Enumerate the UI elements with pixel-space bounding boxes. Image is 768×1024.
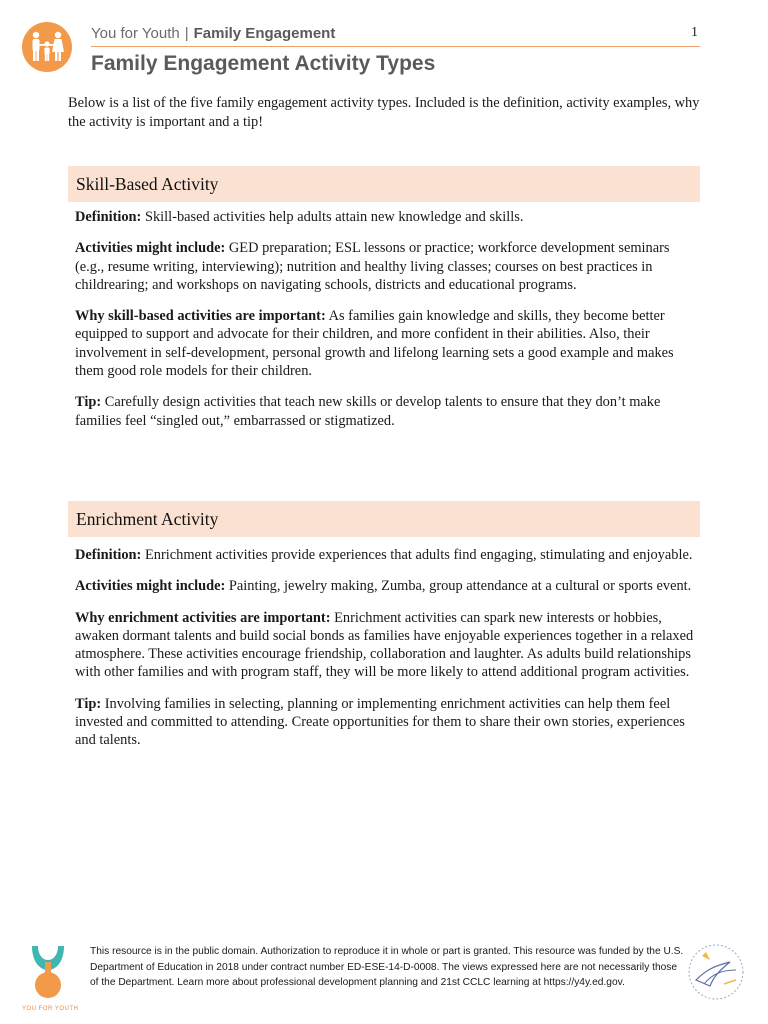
definition-text: Enrichment activities provide experiences that adults find engaging, stimulating and enjoyable. <box>141 547 693 563</box>
why-text: As families gain knowledge and skills, they become better equipped to support and advocate for their children, and more confident in their abilities. Also, their involvement in self-development, personal growth and lifelong learning sets a good example and makes them good role models for their children. <box>75 308 674 380</box>
definition-paragraph <box>75 546 700 564</box>
family-icon <box>22 22 72 72</box>
page-title: Family Engagement Activity Types <box>91 52 436 75</box>
activities-label: Activities might include: <box>75 578 226 595</box>
header-separator: | <box>184 25 189 42</box>
definition-label: Definition: <box>75 547 142 563</box>
section-heading-enrichment: Enrichment Activity <box>68 501 700 537</box>
activities-text: Painting, jewelry making, Zumba, group attendance at a cultural or sports event. <box>225 578 692 595</box>
activities-label: Activities might include: <box>75 240 226 257</box>
why-paragraph <box>75 307 700 380</box>
tip-label: Tip: <box>75 394 102 411</box>
activities-text: GED preparation; ESL lessons or practice; workforce development seminars (e.g., resume writing, interviewing); nutrition and healthy living classes; courses on best practices in childrearing; and workshops on navigating schools, districts and educational programs. <box>75 240 670 293</box>
why-label: Why skill-based activities are important: <box>75 308 326 325</box>
header-breadcrumb <box>91 25 335 42</box>
definition-paragraph <box>75 208 700 226</box>
definition-label: Definition: <box>75 209 142 225</box>
tip-label: Tip: <box>75 695 102 712</box>
footer-disclaimer: This resource is in the public domain. Authorization to reproduce it in whole or part is granted. This resource was funded by the U.S. Department of Education in 2018 under contract number ED-ESE-14-D-0008. The views expressed here are not necessarily those of the Department. Learn more about professional development planning and 21st CCLC learning at https://y4y.ed.gov. <box>90 946 684 989</box>
intro-paragraph: Below is a list of the five family engagement activity types. Included is the definition, activity examples, why the activity is important and a tip! <box>68 95 700 130</box>
why-text: Enrichment activities can spark new interests or hobbies, awaken dormant talents and build social bonds as families have enjoyable experiences together in a relaxed atmosphere. These activities encourage friendship, collaboration and laughter. As adults build relationships with other families and with program staff, they will be more likely to attend additional program activities. <box>75 609 694 681</box>
activities-paragraph <box>75 577 700 595</box>
y4y-logo-icon <box>28 940 68 1008</box>
tip-text: Involving families in selecting, planning or implementing enrichment activities can help them feel invested and committed to attending. Create opportunities for them to share their own stories, experiences and talents. <box>75 695 685 749</box>
activities-paragraph <box>75 239 700 294</box>
tip-paragraph <box>75 695 700 750</box>
section-heading-skill-based: Skill-Based Activity <box>68 166 700 202</box>
department-of-education-seal-icon <box>684 940 748 1004</box>
definition-text: Skill-based activities help adults attain new knowledge and skills. <box>141 209 524 225</box>
header-divider <box>91 46 700 47</box>
section-body-enrichment <box>75 546 700 750</box>
why-label: Why enrichment activities are important: <box>75 609 331 626</box>
page-number: 1 <box>691 25 698 40</box>
footer-logo-text: YOU FOR YOUTH <box>22 1006 79 1012</box>
tip-text: Carefully design activities that teach new skills or develop talents to ensure that they don’t make families feel “singled out,” embarrassed or stigmatized. <box>75 394 661 429</box>
header-section: Family Engagement <box>193 25 336 42</box>
section-body-skill-based <box>75 208 700 430</box>
tip-paragraph <box>75 393 700 430</box>
why-paragraph <box>75 609 700 682</box>
header-brand: You for Youth <box>91 25 180 42</box>
